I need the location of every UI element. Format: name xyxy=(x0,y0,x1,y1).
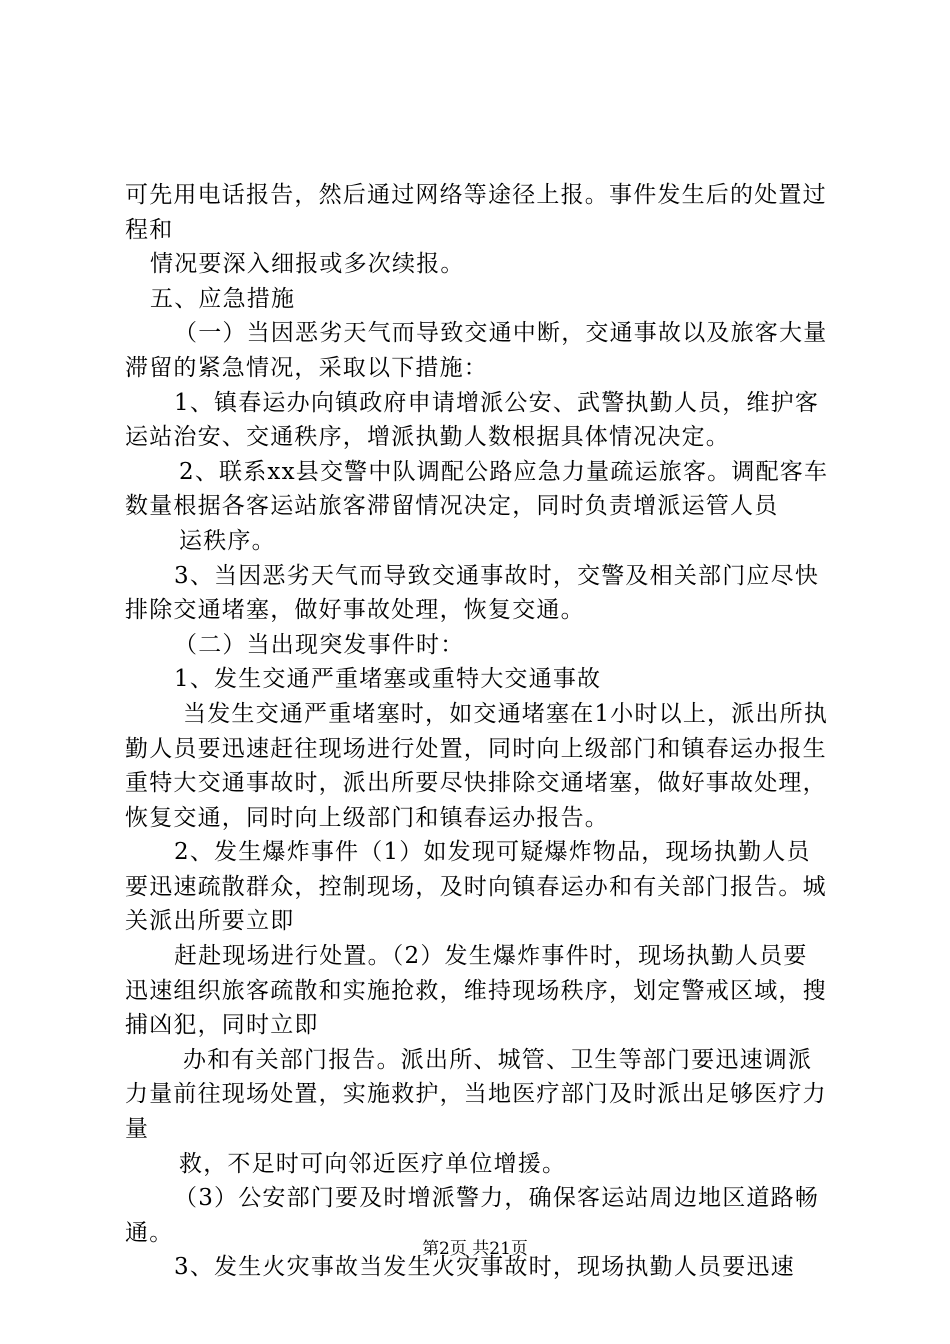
paragraph: 1、镇春运办向镇政府申请增派公安、武警执勤人员，维护客运站治安、交通秩序，增派执勤人数根据具体情况决定。 xyxy=(125,389,820,451)
paragraph: 2、联系xx县交警中队调配公路应急力量疏运旅客。调配客车数量根据各客运站旅客滞留情况决定，同时负责增派运管人员 xyxy=(125,458,829,520)
paragraph: （3）公安部门要及时增派警力，确保客运站周边地区道路畅通。 xyxy=(125,1185,820,1246)
document-body xyxy=(125,178,830,1285)
paragraph: （二）当出现突发事件时： xyxy=(174,631,465,658)
paragraph: 1、发生交通严重堵塞或重特大交通事故 xyxy=(174,666,602,693)
paragraph: 赶赴现场进行处置。（2）发生爆炸事件时，现场执勤人员要迅速组织旅客疏散和实施抢救，维持现场秩序，划定警戒区域，搜捕凶犯，同时立即 xyxy=(125,943,827,1039)
paragraph: 五、应急措施 xyxy=(150,285,296,312)
paragraph: 当发生交通严重堵塞时，如交通堵塞在1小时以上，派出所执勤人员要迅速赶往现场进行处置，同时向上级部门和镇春运办报生重特大交通事故时，派出所要尽快排除交通堵塞，做好事故处理，恢复交通，同时向上级部门和镇春运办报告。 xyxy=(125,700,829,831)
paragraph: 办和有关部门报告。派出所、城管、卫生等部门要迅速调派力量前往现场处置，实施救护，当地医疗部门及时派出足够医疗力量 xyxy=(125,1046,827,1143)
paragraph: 3、当因恶劣天气而导致交通事故时，交警及相关部门应尽快排除交通堵塞，做好事故处理，恢复交通。 xyxy=(125,562,820,624)
paragraph: 可先用电话报告，然后通过网络等途径上报。事件发生后的处置过程和 xyxy=(125,182,827,243)
paragraph: 2、发生爆炸事件（1）如发现可疑爆炸物品，现场执勤人员要迅速疏散群众，控制现场，及时向镇春运办和有关部门报告。城关派出所要立即 xyxy=(125,839,827,935)
paragraph: 3、发生火灾事故当发生火灾事故时，现场执勤人员要迅速 xyxy=(174,1254,795,1281)
paragraph: 情况要深入细报或多次续报。 xyxy=(150,251,465,278)
paragraph: 运秩序。 xyxy=(179,527,276,554)
page-footer: 第2页 共21页 xyxy=(422,1239,528,1259)
paragraph: （一）当因恶劣天气而导致交通中断，交通事故以及旅客大量滞留的紧急情况，采取以下措施： xyxy=(125,320,828,381)
paragraph: 救，不足时可向邻近医疗单位增援。 xyxy=(179,1150,567,1177)
